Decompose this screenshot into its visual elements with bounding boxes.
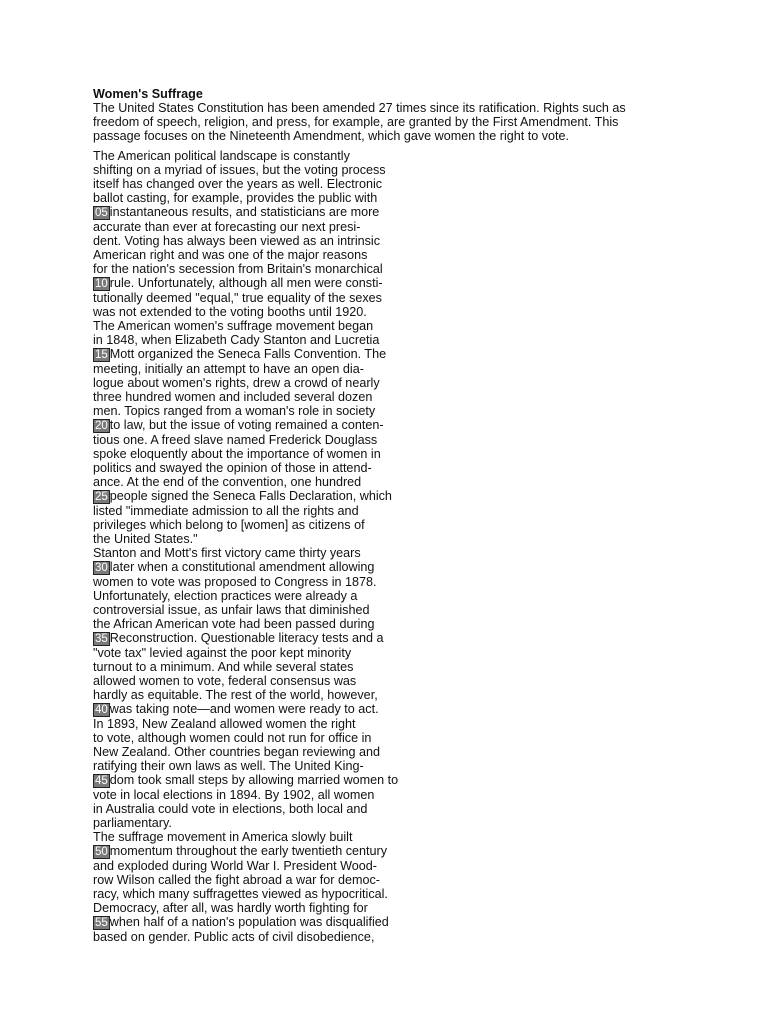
passage-line-text: The American women's suffrage movement began [93,319,374,333]
passage-line-text: parliamentary. [93,816,172,830]
line-number-marker: 30 [95,562,108,574]
passage-line-text: meeting, initially an attempt to have an open dia- [93,362,364,376]
passage-line-text: Stanton and Mott's first victory came thirty years [93,546,361,560]
passage-line-text: in Australia could vote in elections, both local and [93,802,368,816]
passage-line [93,617,743,631]
passage-line-text: was taking note—and women were ready to act. [109,702,379,716]
line-number-marker: 55 [95,917,108,929]
passage-line [93,163,743,177]
line-number-marker: 15 [95,349,108,361]
passage-line-text: The suffrage movement in America slowly built [93,830,353,844]
passage-line-text: and exploded during World War I. President Wood- [93,859,377,873]
passage-line-text: when half of a nation's population was disqualified [109,915,389,929]
passage-line [93,234,743,248]
passage-line [93,674,743,688]
passage-line [93,788,743,802]
passage-line [93,333,743,347]
passage-line-text: rule. Unfortunately, although all men were consti- [109,276,383,290]
passage-line [93,390,743,404]
intro-line: The United States Constitution has been amended 27 times since its ratification. Rights such as [93,101,626,115]
passage-line-text: spoke eloquently about the importance of women in [93,447,381,461]
passage-line [93,504,743,518]
passage-line-text: momentum throughout the early twentieth century [109,844,388,858]
passage-line-text: instantaneous results, and statisticians are more [109,205,380,219]
passage-line-text: shifting on a myriad of issues, but the voting process [93,163,386,177]
passage-line-text: Unfortunately, election practices were already a [93,589,358,603]
passage-line [93,702,743,717]
passage-line-text: the United States." [93,532,198,546]
passage-line [93,688,743,702]
passage-line [93,191,743,205]
passage-line [93,816,743,830]
passage-line [93,433,743,447]
passage-line-text: men. Topics ranged from a woman's role in society [93,404,376,418]
passage-line [93,291,743,305]
passage-line [93,745,743,759]
passage-line-text: In 1893, New Zealand allowed women the right [93,717,356,731]
document-page [93,87,743,944]
passage-line [93,930,743,944]
passage-line [93,149,743,163]
intro-line: passage focuses on the Nineteenth Amendment, which gave women the right to vote. [93,129,570,143]
passage-line [93,887,743,901]
passage-line [93,177,743,191]
intro-paragraph [93,101,743,143]
line-number-marker: 45 [95,775,108,787]
passage-line-text: ratifying their own laws as well. The United King- [93,759,364,773]
passage-line-text: hardly as equitable. The rest of the world, however, [93,688,378,702]
passage-line [93,844,743,859]
passage-line [93,575,743,589]
passage-line [93,603,743,617]
passage-line [93,305,743,319]
passage-line-text: New Zealand. Other countries began reviewing and [93,745,381,759]
intro-line: freedom of speech, religion, and press, for example, are granted by the First Amendment. This [93,115,619,129]
passage-line [93,205,743,220]
passage-line-text: women to vote was proposed to Congress in 1878. [93,575,377,589]
passage-line-text: Democracy, after all, was hardly worth fighting for [93,901,368,915]
passage-line [93,404,743,418]
passage-line-text: later when a constitutional amendment allowing [109,560,375,574]
passage-line-text: tious one. A freed slave named Frederick Douglass [93,433,378,447]
passage-line-text: in 1848, when Elizabeth Cady Stanton and Lucretia [93,333,380,347]
passage-line-text: to vote, although women could not run for office in [93,731,372,745]
line-number-marker: 35 [95,633,108,645]
passage-line-text: dent. Voting has always been viewed as an intrinsic [93,234,381,248]
line-number-marker: 20 [95,420,108,432]
passage-line [93,589,743,603]
passage-line [93,475,743,489]
passage-line-text: to law, but the issue of voting remained a conten- [109,418,384,432]
passage-line [93,773,743,788]
passage-line [93,489,743,504]
passage-line [93,532,743,546]
passage-line [93,631,743,646]
passage-line [93,461,743,475]
line-number-marker: 50 [95,846,108,858]
passage-line [93,347,743,362]
passage-line-text: privileges which belong to [women] as citizens of [93,518,365,532]
passage-line [93,759,743,773]
passage-line-text: Reconstruction. Questionable literacy tests and a [109,631,384,645]
passage-line-text: itself has changed over the years as well. Electronic [93,177,383,191]
reading-passage [93,149,743,944]
passage-line-text: "vote tax" levied against the poor kept minority [93,646,352,660]
passage-line [93,901,743,915]
passage-line [93,418,743,433]
passage-line [93,717,743,731]
passage-line [93,731,743,745]
passage-line-text: controversial issue, as unfair laws that diminished [93,603,370,617]
passage-line [93,447,743,461]
passage-line-text: row Wilson called the fight abroad a war for democ- [93,873,380,887]
passage-title: Women's Suffrage [93,87,203,101]
passage-line [93,560,743,575]
passage-line [93,802,743,816]
passage-line-text: racy, which many suffragettes viewed as hypocritical. [93,887,388,901]
passage-line-text: people signed the Seneca Falls Declaration, which [109,489,392,503]
passage-line-text: allowed women to vote, federal consensus was [93,674,357,688]
passage-line-text: logue about women's rights, drew a crowd of nearly [93,376,380,390]
passage-line [93,262,743,276]
passage-line [93,873,743,887]
passage-line-text: for the nation's secession from Britain's monarchical [93,262,383,276]
passage-line-text: American right and was one of the major reasons [93,248,368,262]
passage-line [93,518,743,532]
passage-line [93,830,743,844]
passage-line-text: vote in local elections in 1894. By 1902, all women [93,788,375,802]
passage-line-text: based on gender. Public acts of civil disobedience, [93,930,375,944]
line-number-marker: 05 [95,207,108,219]
passage-line [93,248,743,262]
passage-line [93,915,743,930]
passage-line-text: The American political landscape is constantly [93,149,350,163]
passage-line-text: three hundred women and included several dozen [93,390,373,404]
passage-line [93,376,743,390]
passage-line [93,660,743,674]
passage-line-text: ance. At the end of the convention, one hundred [93,475,362,489]
passage-line [93,319,743,333]
passage-line-text: politics and swayed the opinion of those in attend- [93,461,372,475]
passage-line [93,276,743,291]
passage-line-text: tutionally deemed "equal," true equality of the sexes [93,291,382,305]
line-number-marker: 10 [95,278,108,290]
passage-line-text: was not extended to the voting booths until 1920. [93,305,367,319]
passage-line-text: the African American vote had been passed during [93,617,375,631]
passage-line [93,859,743,873]
passage-line-text: listed "immediate admission to all the rights and [93,504,359,518]
passage-line-text: accurate than ever at forecasting our next presi- [93,220,361,234]
passage-line-text: turnout to a minimum. And while several states [93,660,354,674]
passage-line-text: Mott organized the Seneca Falls Convention. The [109,347,387,361]
line-number-marker: 40 [95,704,108,716]
passage-line [93,646,743,660]
passage-line [93,362,743,376]
passage-line [93,546,743,560]
passage-line [93,220,743,234]
line-number-marker: 25 [95,491,108,503]
passage-line-text: ballot casting, for example, provides the public with [93,191,378,205]
passage-line-text: dom took small steps by allowing married women to [109,773,399,787]
